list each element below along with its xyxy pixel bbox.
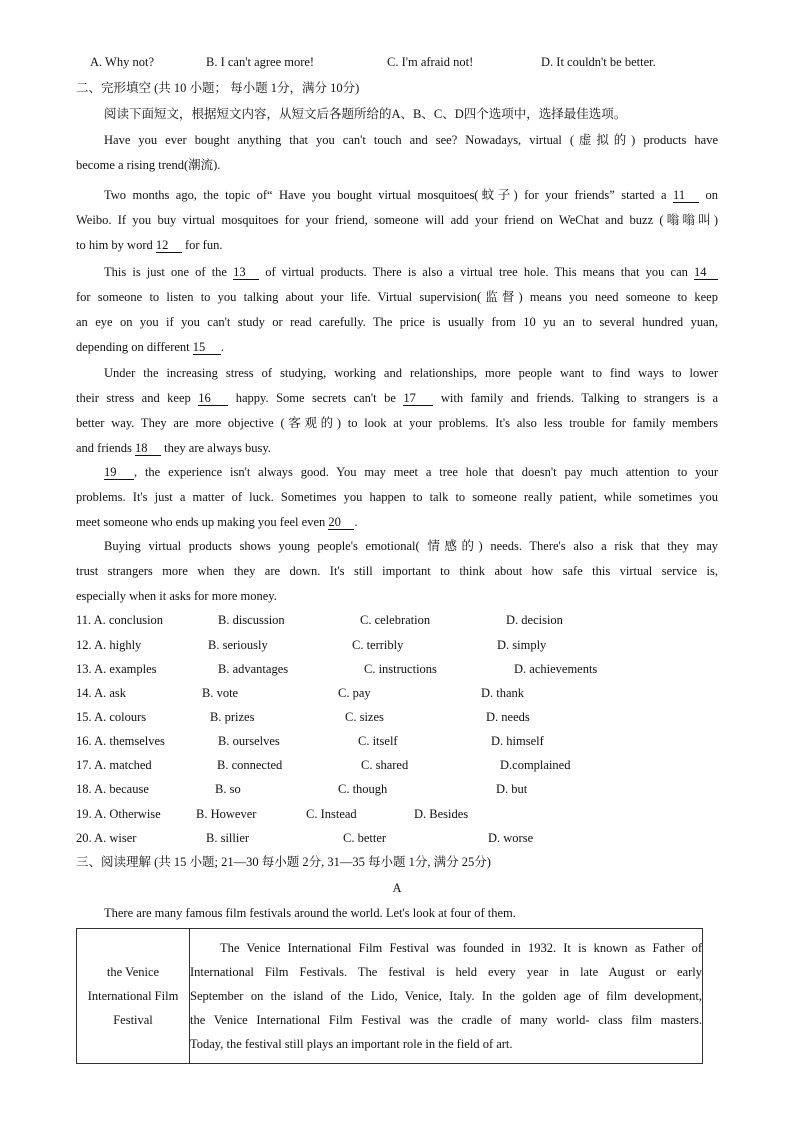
option-c: C. instructions <box>364 662 437 676</box>
text-line: the Venice International Film Festival was the cradle of many world- class film masters. <box>190 1013 702 1027</box>
section2-instruction: 阅读下面短文，根据短文内容，从短文后各题所给的A、B、C、D四个选项中，选择最佳选项。 <box>104 107 627 121</box>
question-number: 13. <box>76 662 92 676</box>
question-19 <box>76 806 161 822</box>
text-line: International Film Festivals. The festival is held every year in late August or early <box>190 965 702 979</box>
blank-20: 20 <box>328 515 354 530</box>
option-d: D. but <box>496 782 528 796</box>
text-line: Weibo. If you buy virtual mosquitoes for your friend, someone will add your friend on WeChat and buzz (嗡嗡叫) <box>76 213 718 227</box>
text-segment: their stress and keep <box>76 391 191 405</box>
q10-option-b: B. I can't agree more! <box>206 55 315 69</box>
question-17 <box>76 757 152 773</box>
question-number: 12. <box>76 638 92 652</box>
festival-table <box>76 928 703 1064</box>
option-a: A. themselves <box>94 734 165 748</box>
option-a: A. colours <box>94 710 147 724</box>
q10-option-a: A. Why not? <box>90 55 154 69</box>
text-line: Under the increasing stress of studying, working and relationships, more people want to find ways to lower <box>104 366 718 380</box>
festival-name-cell <box>77 929 190 1064</box>
option-c: C. celebration <box>360 613 431 627</box>
question-18 <box>76 781 149 797</box>
blank-18: 18 <box>135 441 161 456</box>
option-d: D.complained <box>500 758 571 772</box>
text-line: for someone to listen to you talking about your life. Virtual supervision(监督) means you need someone to keep <box>76 290 718 304</box>
option-a: A. wiser <box>94 831 137 845</box>
option-d: D. thank <box>481 686 525 700</box>
question-20 <box>76 830 136 846</box>
text-line: especially when it asks for more money. <box>76 589 277 603</box>
festival-name-line: the Venice <box>106 965 160 979</box>
question-number: 18. <box>76 782 92 796</box>
blank-19: 19 <box>104 465 134 480</box>
option-c: C. pay <box>338 686 371 700</box>
question-12 <box>76 637 141 653</box>
text-segment: of virtual products. There is also a virtual tree hole. This means that you can <box>265 265 688 279</box>
text-line: September on the island of the Lido, Venice, Italy. In the golden age of film development, <box>190 989 702 1003</box>
text-line: become a rising trend(潮流). <box>76 158 221 172</box>
option-b: B. so <box>215 782 241 796</box>
reading-intro: There are many famous film festivals around the world. Let's look at four of them. <box>104 906 516 920</box>
text-line <box>76 436 718 461</box>
option-c: C. sizes <box>345 710 384 724</box>
option-b: B. vote <box>202 686 239 700</box>
section3-heading: 三、阅读理解 (共 15 小题; 21—30 每小题 2分, 31—35 每小题 1分, 满分 25分) <box>76 855 491 869</box>
text-segment: happy. Some secrets can't be <box>235 391 396 405</box>
question-number: 19. <box>76 807 92 821</box>
option-c: C. shared <box>361 758 409 772</box>
blank-16: 16 <box>198 391 228 406</box>
question-11 <box>76 612 163 628</box>
text-segment: with family and friends. Talking to strangers is a <box>440 391 718 405</box>
blank-17: 17 <box>403 391 433 406</box>
text-segment: and friends <box>76 441 132 455</box>
section2-heading: 二、完形填空 (共 10 小题； 每小题 1分，满分 10分) <box>76 81 360 95</box>
blank-11: 11 <box>673 188 699 203</box>
text-segment: This is just one of the <box>104 265 227 279</box>
question-number: 14. <box>76 686 92 700</box>
text-segment: depending on different <box>76 340 190 354</box>
option-c: C. better <box>343 831 387 845</box>
option-b: B. However <box>196 807 257 821</box>
option-b: B. connected <box>217 758 283 772</box>
option-b: B. seriously <box>208 638 268 652</box>
option-d: D. needs <box>486 710 530 724</box>
blank-13: 13 <box>233 265 259 280</box>
text-line: The Venice International Film Festival was founded in 1932. It is known as Father of <box>220 941 702 955</box>
q10-option-d: D. It couldn't be better. <box>541 55 656 69</box>
option-c: C. though <box>338 782 388 796</box>
text-line <box>76 233 718 258</box>
text-segment: for fun. <box>184 238 223 252</box>
option-a: A. examples <box>94 662 157 676</box>
option-d: D. decision <box>506 613 563 627</box>
blank-12: 12 <box>156 238 182 253</box>
question-number: 16. <box>76 734 92 748</box>
question-14 <box>76 685 126 701</box>
question-16 <box>76 733 165 749</box>
text-line <box>76 260 718 285</box>
text-line: Have you ever bought anything that you can't touch and see? Nowadays, virtual (虚拟的) products have <box>104 133 718 147</box>
option-d: D. himself <box>491 734 544 748</box>
text-line: better way. They are more objective (客观的) to look at your problems. It's also less trouble for family members <box>76 416 718 430</box>
option-b: B. sillier <box>206 831 250 845</box>
question-number: 15. <box>76 710 92 724</box>
text-line: an eye on you if you can't study or read carefully. The price is usually from 10 yu an to several hundred yuan, <box>76 315 718 329</box>
question-number: 11. <box>76 613 92 627</box>
text-line <box>76 183 718 208</box>
blank-15: 15 <box>193 340 221 355</box>
festival-description-cell <box>190 929 703 1064</box>
option-a: A. ask <box>94 686 127 700</box>
text-line: meet someone who ends up making you feel even 20 . <box>76 515 358 529</box>
option-c: C. terribly <box>352 638 404 652</box>
question-number: 17. <box>76 758 92 772</box>
option-c: C. Instead <box>306 807 357 821</box>
option-b: B. discussion <box>218 613 285 627</box>
reading-part-label: A <box>392 881 402 895</box>
option-d: D. worse <box>488 831 534 845</box>
text-segment: to him by word <box>76 238 153 252</box>
option-d: D. Besides <box>414 807 469 821</box>
passage-paragraph-3 <box>76 260 718 360</box>
text-segment: they are always busy. <box>164 441 271 455</box>
passage-paragraph-2 <box>76 183 718 258</box>
question-13 <box>76 661 157 677</box>
text-line: depending on different 15 . <box>76 340 224 354</box>
question-15 <box>76 709 146 725</box>
option-b: B. ourselves <box>218 734 280 748</box>
option-d: D. achievements <box>514 662 598 676</box>
question-number: 20. <box>76 831 92 845</box>
option-a: A. because <box>94 782 149 796</box>
text-line: Today, the festival still plays an important role in the field of art. <box>190 1037 513 1051</box>
text-segment: on <box>705 188 719 202</box>
option-b: B. advantages <box>218 662 289 676</box>
blank-14: 14 <box>694 265 718 280</box>
text-line <box>76 460 718 485</box>
option-b: B. prizes <box>210 710 255 724</box>
text-segment: , the experience isn't always good. You may meet a tree hole that doesn't pay much attention to your <box>134 465 718 479</box>
option-d: D. simply <box>497 638 547 652</box>
festival-name-line: Festival <box>113 1013 153 1027</box>
text-line <box>76 386 718 411</box>
text-line: Buying virtual products shows young people's emotional( 情感的) needs. There's also a risk that they may <box>104 539 718 553</box>
passage-paragraph-6 <box>76 534 718 609</box>
q10-option-c: C. I'm afraid not! <box>387 55 474 69</box>
text-line: problems. It's just a matter of luck. Sometimes you happen to talk to someone really patient, while sometimes you <box>76 490 718 504</box>
text-line: trust strangers more when they are down. It's still important to think about how safe this virtual service is, <box>76 564 718 578</box>
text-segment: Two months ago, the topic of“ Have you bought virtual mosquitoes(蚊子) for your friends” started a <box>104 188 667 202</box>
passage-paragraph-4 <box>76 361 718 461</box>
option-a: A. conclusion <box>93 613 164 627</box>
option-c: C. itself <box>358 734 398 748</box>
passage-paragraph-5 <box>76 460 718 535</box>
text-segment: meet someone who ends up making you feel even <box>76 515 326 529</box>
option-a: A. matched <box>94 758 152 772</box>
festival-name-line: International Film <box>87 989 179 1003</box>
table-row <box>77 929 703 1064</box>
option-a: A. Otherwise <box>94 807 161 821</box>
passage-paragraph-1 <box>76 128 718 178</box>
option-a: A. highly <box>94 638 142 652</box>
